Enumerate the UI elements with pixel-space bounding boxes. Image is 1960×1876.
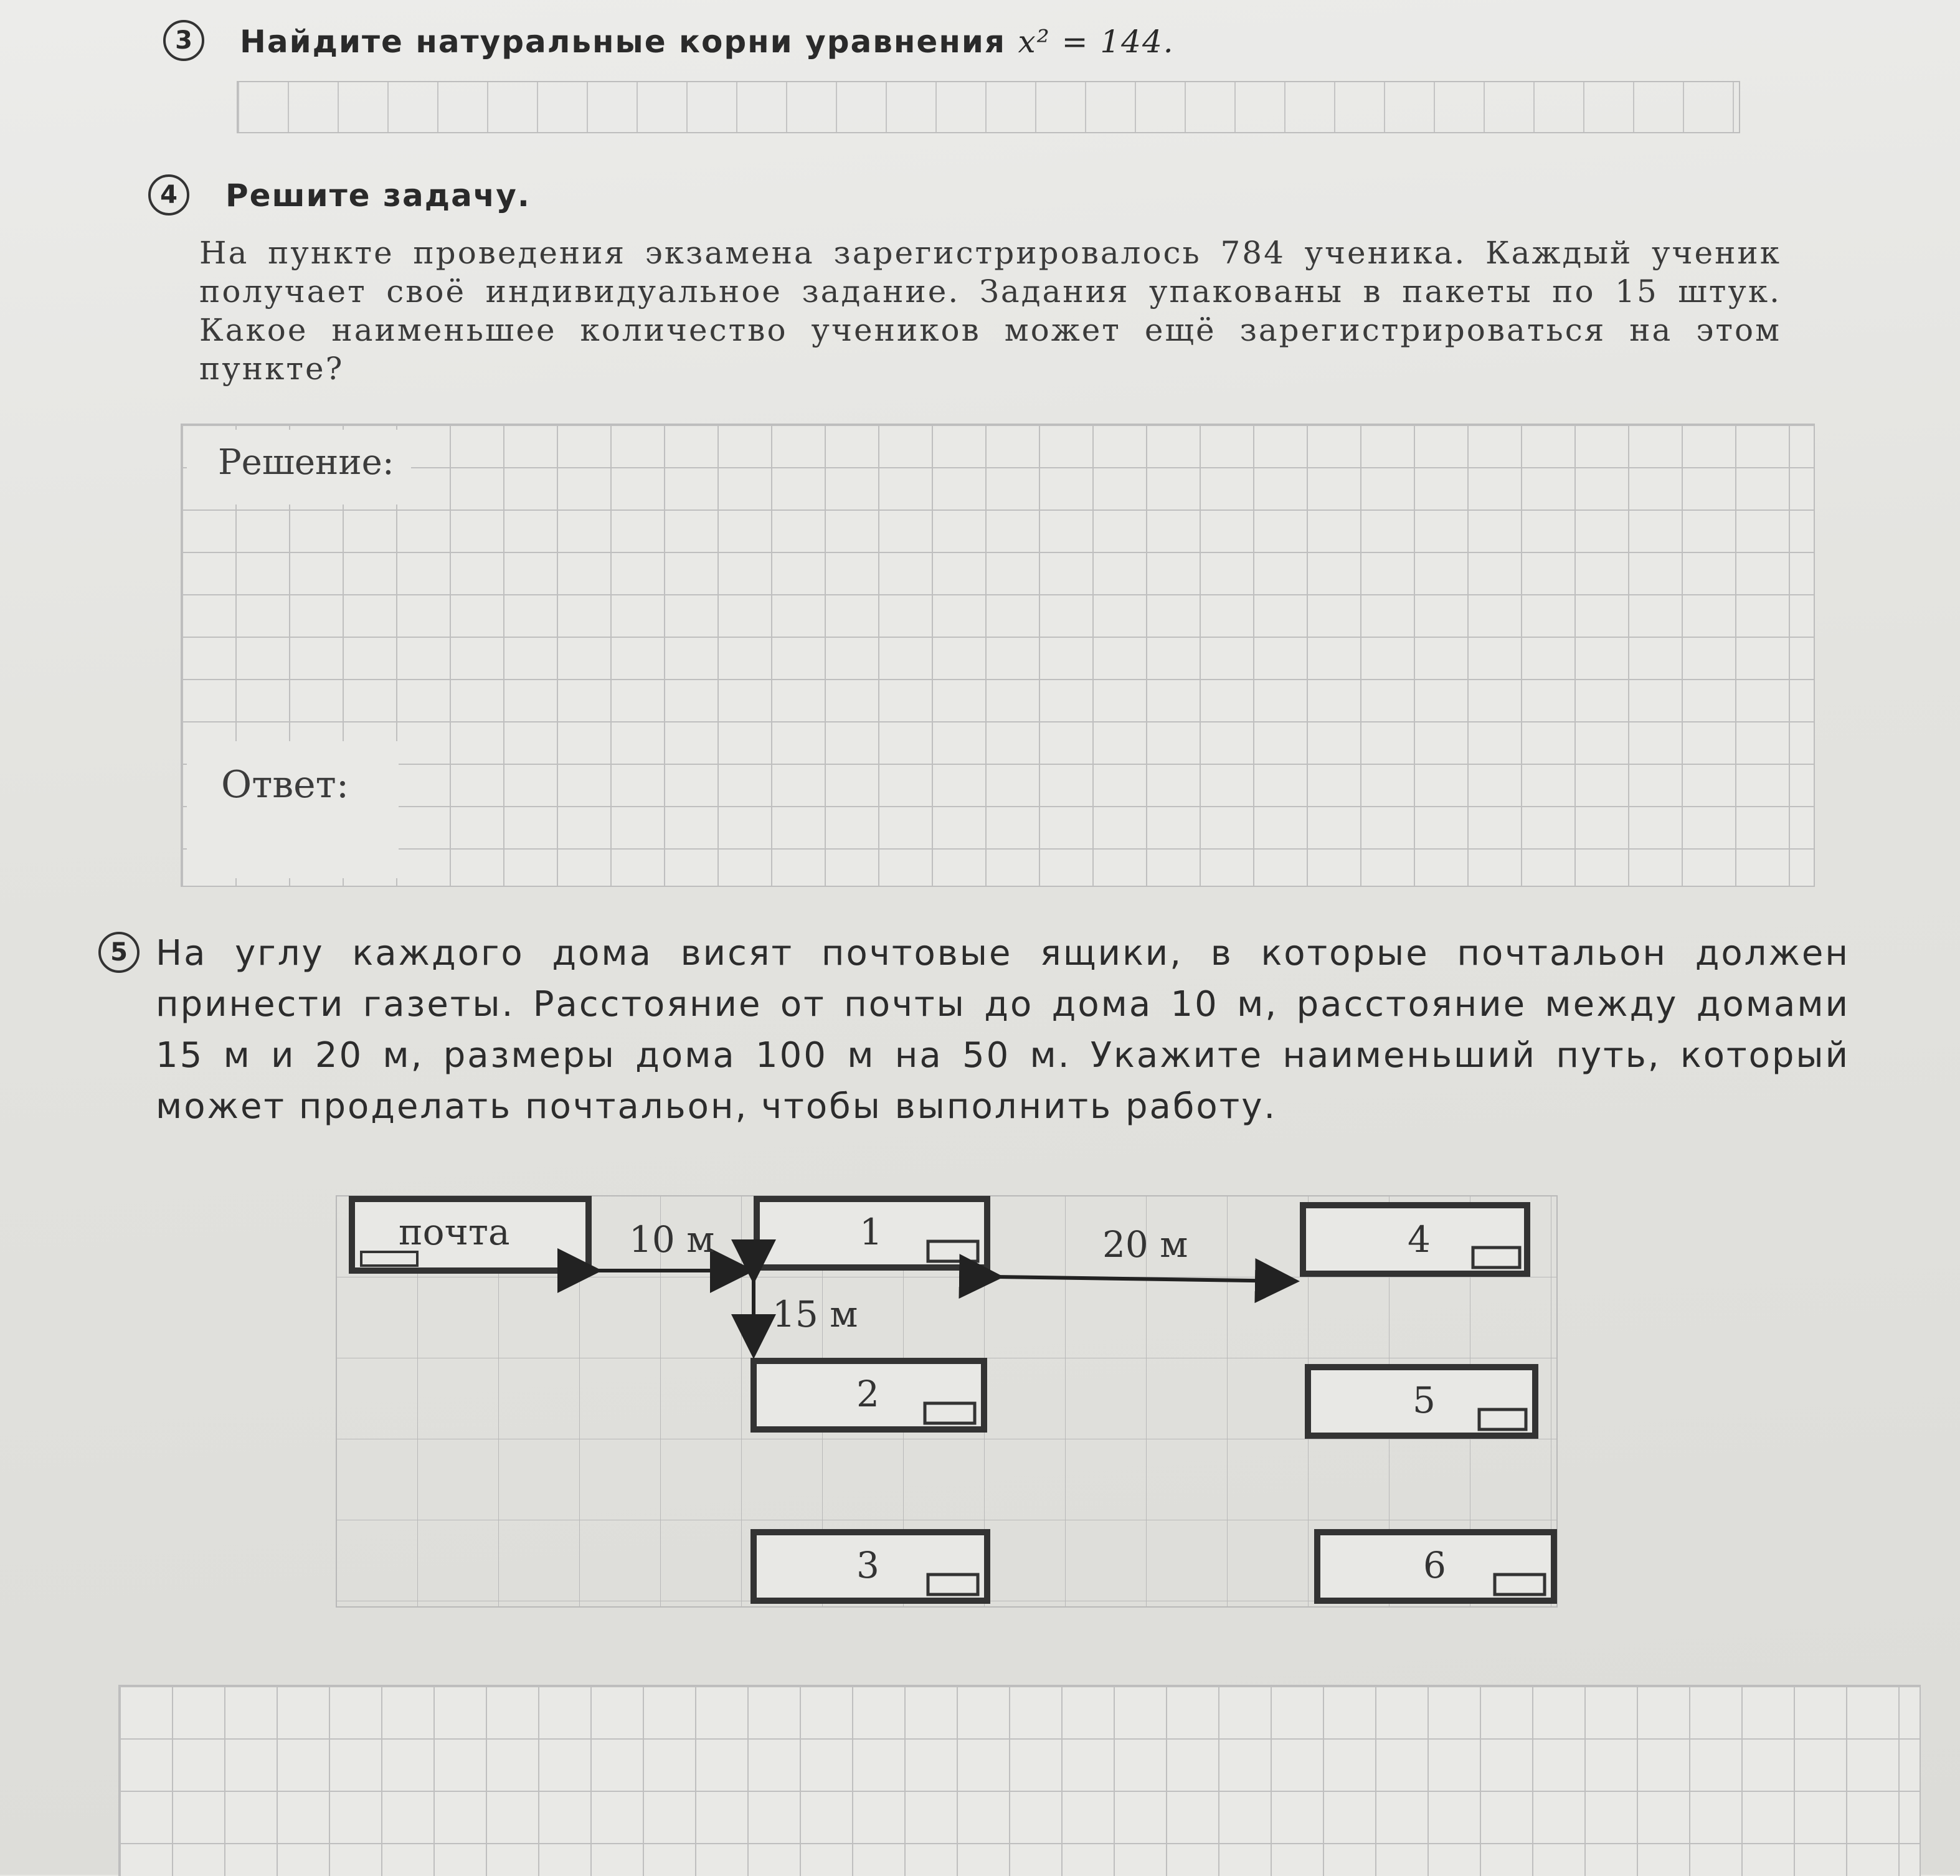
question-5-number: 5 <box>98 932 140 973</box>
house-5-label: 5 <box>1413 1379 1436 1421</box>
question-4-number: 4 <box>148 174 189 216</box>
question-5-problem-text: На углу каждого дома висят почтовые ящики, в которые почтальон должен принести газеты. Расстояние от почты до дома 10 м, расстояние между домами 15 м и 20 м, размеры дома 100 м на 50 м. Укажите наименьший путь, который может проделать почтальон, чтобы выполнить работу. <box>156 933 1850 1127</box>
distance-20-label: 20 м <box>1102 1223 1188 1266</box>
house-4-label: 4 <box>1408 1218 1431 1261</box>
question-3-equation: x² = 144. <box>1018 24 1175 60</box>
question-4-problem-text: На пункте проведения экзамена зарегистрировалось 784 ученика. Каждый ученик получает своё индивидуальное задание. Задания упакованы в пакеты по 15 штук. Какое наименьшее количество учеников может ещё зарегистрироваться на этом пункте? <box>199 235 1781 387</box>
answer-label: Ответ: <box>221 763 349 807</box>
house-3-label: 3 <box>856 1544 879 1586</box>
distance-15-label: 15 м <box>772 1293 858 1335</box>
house-6-label: 6 <box>1423 1544 1446 1586</box>
question-3-number: 3 <box>163 20 204 61</box>
house-1-label: 1 <box>859 1211 883 1253</box>
working-grid-q5[interactable] <box>118 1685 1921 1876</box>
distance-10-label: 10 м <box>629 1218 715 1261</box>
solution-label: Решение: <box>218 442 394 483</box>
question-3-text: Найдите натуральные корни уравнения <box>240 24 1006 60</box>
question-4-title: Решите задачу. <box>225 178 531 214</box>
post-office-label: почта <box>399 1211 510 1253</box>
house-2-label: 2 <box>856 1373 879 1415</box>
